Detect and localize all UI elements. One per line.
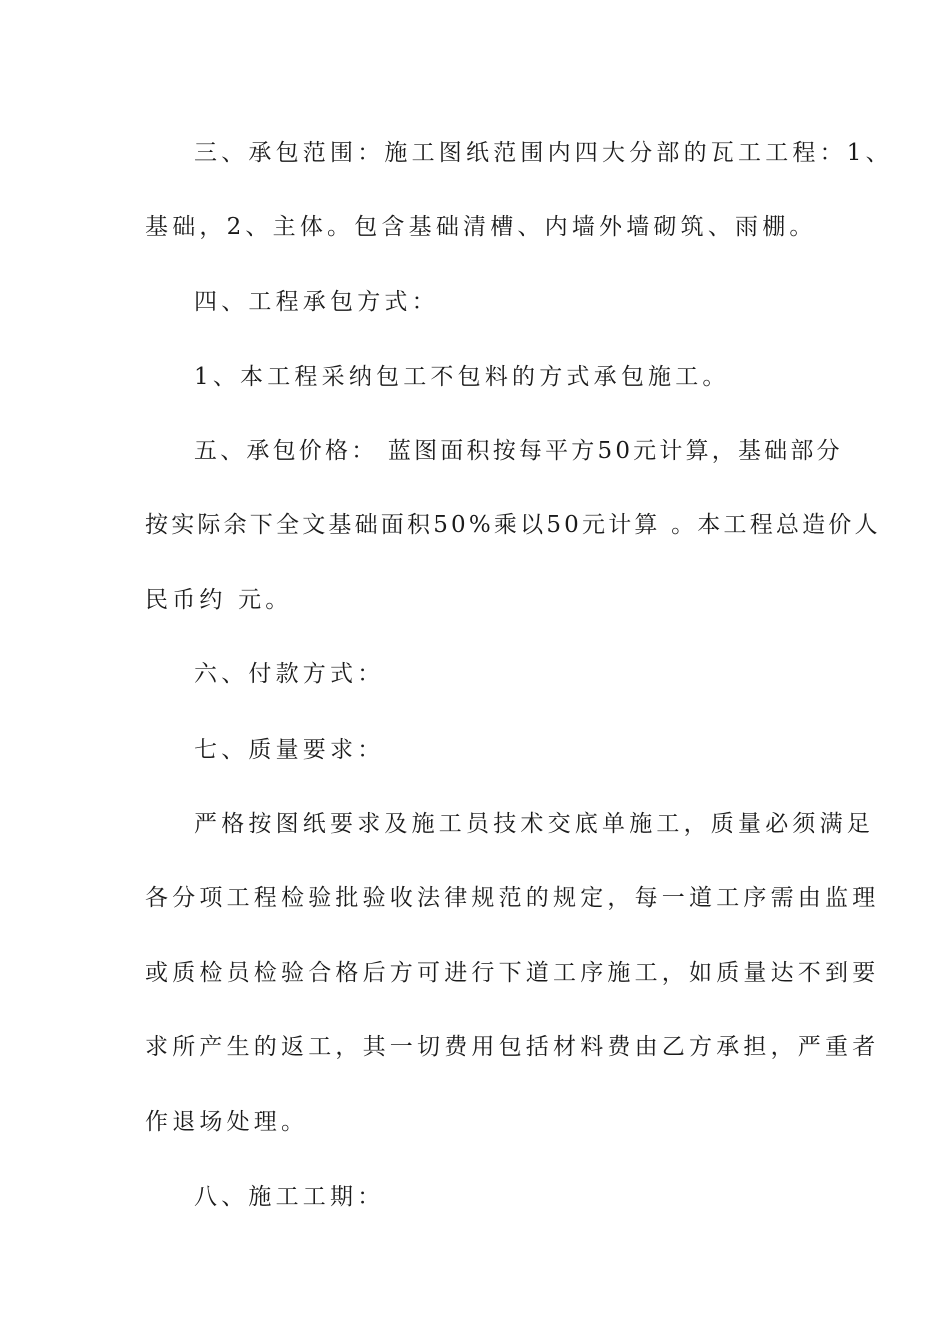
clause-7-quality-line-2: 各分项工程检验批验收法律规范的规定，每一道工序需由监理 <box>145 885 880 911</box>
clause-8-heading: 八、施工工期： <box>194 1184 385 1210</box>
clause-6-heading: 六、付款方式： <box>194 661 385 687</box>
clause-5-price-line-3: 民币约 元。 <box>145 587 293 613</box>
clause-7-quality-line-1: 严格按图纸要求及施工员技术交底单施工，质量必须满足 <box>194 811 874 837</box>
clause-3-scope-line-1: 三、承包范围：施工图纸范围内四大分部的瓦工工程：1、 <box>194 140 893 166</box>
clause-5-price-line-1: 五、承包价格： 蓝图面积按每平方50元计算，基础部分 <box>194 438 843 464</box>
clause-7-quality-line-3: 或质检员检验合格后方可进行下道工序施工，如质量达不到要 <box>145 960 880 986</box>
clause-4-item-1: 1、本工程采纳包工不包料的方式承包施工。 <box>194 364 730 390</box>
clause-7-quality-line-4: 求所产生的返工，其一切费用包括材料费由乙方承担，严重者 <box>145 1034 880 1060</box>
clause-7-heading: 七、质量要求： <box>194 737 385 763</box>
clause-5-price-line-2: 按实际余下全文基础面积50%乘以50元计算 。本工程总造价人 <box>145 512 881 538</box>
clause-3-scope-line-2: 基础，2、主体。包含基础清槽、内墙外墙砌筑、雨棚。 <box>145 214 817 240</box>
clause-4-heading: 四、工程承包方式： <box>194 289 439 315</box>
clause-7-quality-line-5: 作退场处理。 <box>145 1109 309 1135</box>
